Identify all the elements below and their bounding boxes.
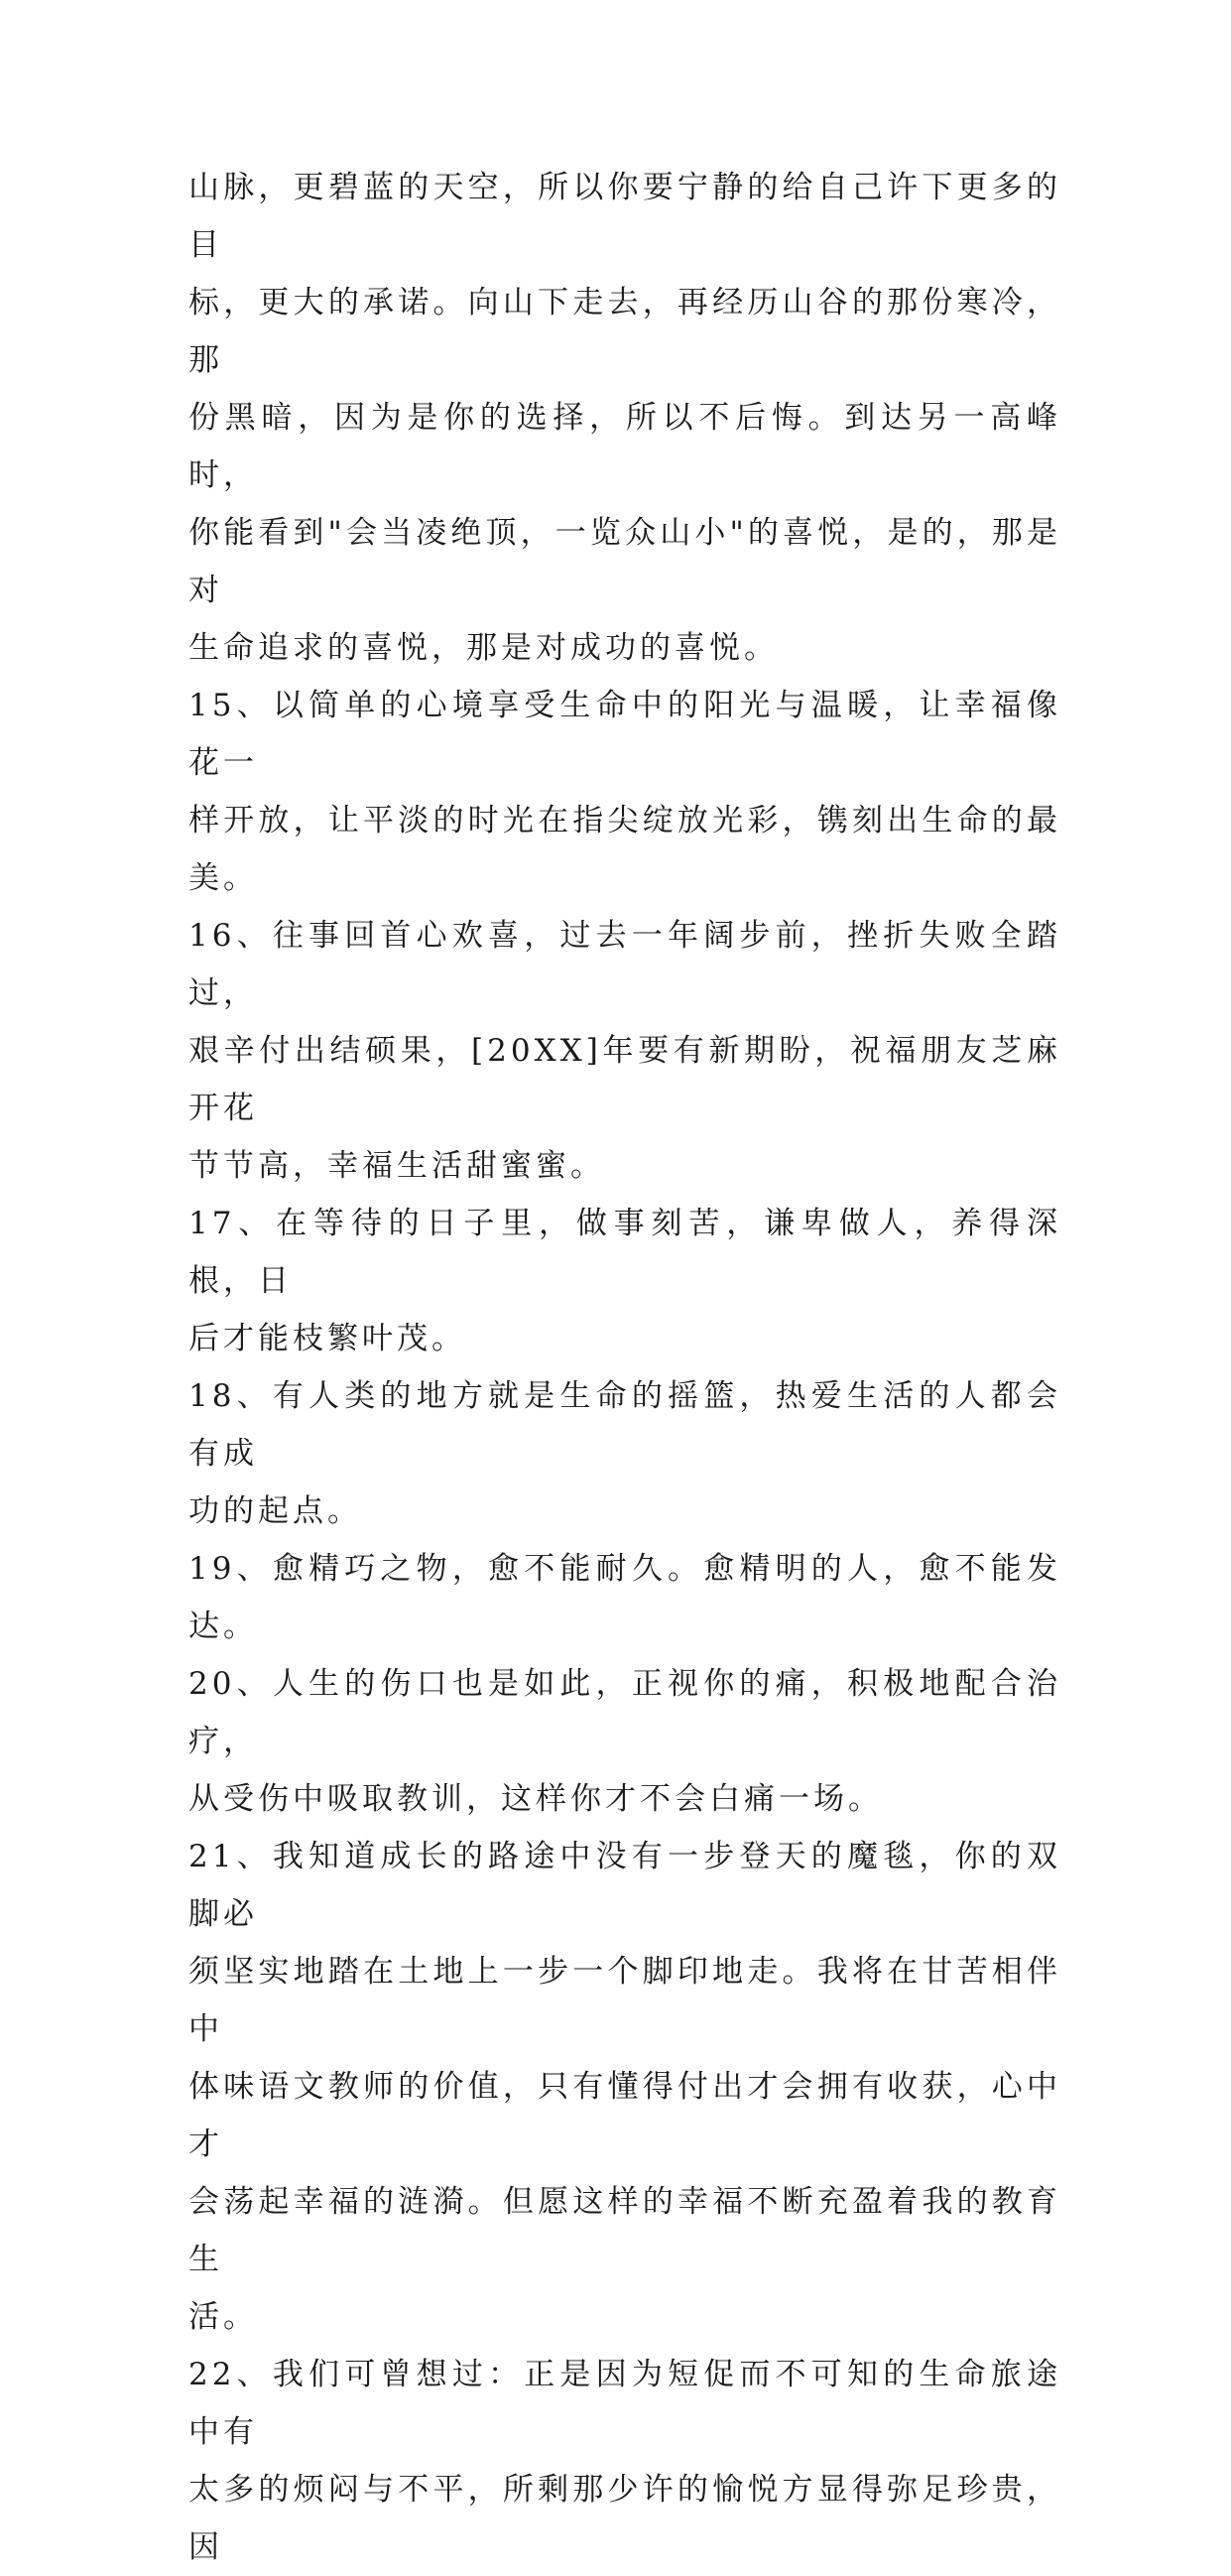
paragraph-20: 20、人生的伤口也是如此，正视你的痛，积极地配合治疗， 从受伤中吸取教训，这样你才不会白痛一场。 xyxy=(188,1666,1061,1817)
paragraph-16: 16、往事回首心欢喜，过去一年阔步前，挫折失败全踏过， 艰辛付出结硕果，[20XX]年要有新期盼，祝福朋友芝麻开花 节节高，幸福生活甜蜜蜜。 xyxy=(188,918,1061,1184)
paragraph-22: 22、我们可曾想过：正是因为短促而不可知的生命旅途中有 太多的烦闷与不平，所剩那少许的愉悦方显得弥足珍贵，因 xyxy=(188,2357,1061,2565)
paragraph-21: 21、我知道成长的路途中没有一步登天的魔毯，你的双脚必 须坚实地踏在土地上一步一个脚印地走。我将在甘苦相伴中 体味语文教师的价值，只有懂得付出才会拥有收获，心中才 会荡起幸福的涟漪。但愿这样的幸福不断充盈着我的教育生 活。 xyxy=(188,1839,1061,2335)
paragraph-17: 17、在等待的日子里，做事刻苦，谦卑做人，养得深根，日 后才能枝繁叶茂。 xyxy=(188,1206,1061,1356)
paragraph-18: 18、有人类的地方就是生命的摇篮，热爱生活的人都会有成 功的起点。 xyxy=(188,1378,1061,1529)
document-page xyxy=(188,159,1061,2576)
paragraph-15: 15、以简单的心境享受生命中的阳光与温暖，让幸福像花一 样开放，让平淡的时光在指尖绽放光彩，镌刻出生命的最美。 xyxy=(188,688,1061,896)
paragraph-19: 19、愈精巧之物，愈不能耐久。愈精明的人，愈不能发达。 xyxy=(188,1551,1061,1644)
paragraph-continued: 山脉，更碧蓝的天空，所以你要宁静的给自己许下更多的目 标，更大的承诺。向山下走去，再经历山谷的那份寒冷，那 份黑暗，因为是你的选择，所以不后悔。到达另一高峰时， 你能看到"会当凌绝顶，一览众山小"的喜悦，是的，那是对 生命追求的喜悦，那是对成功的喜悦。 xyxy=(188,170,1061,666)
